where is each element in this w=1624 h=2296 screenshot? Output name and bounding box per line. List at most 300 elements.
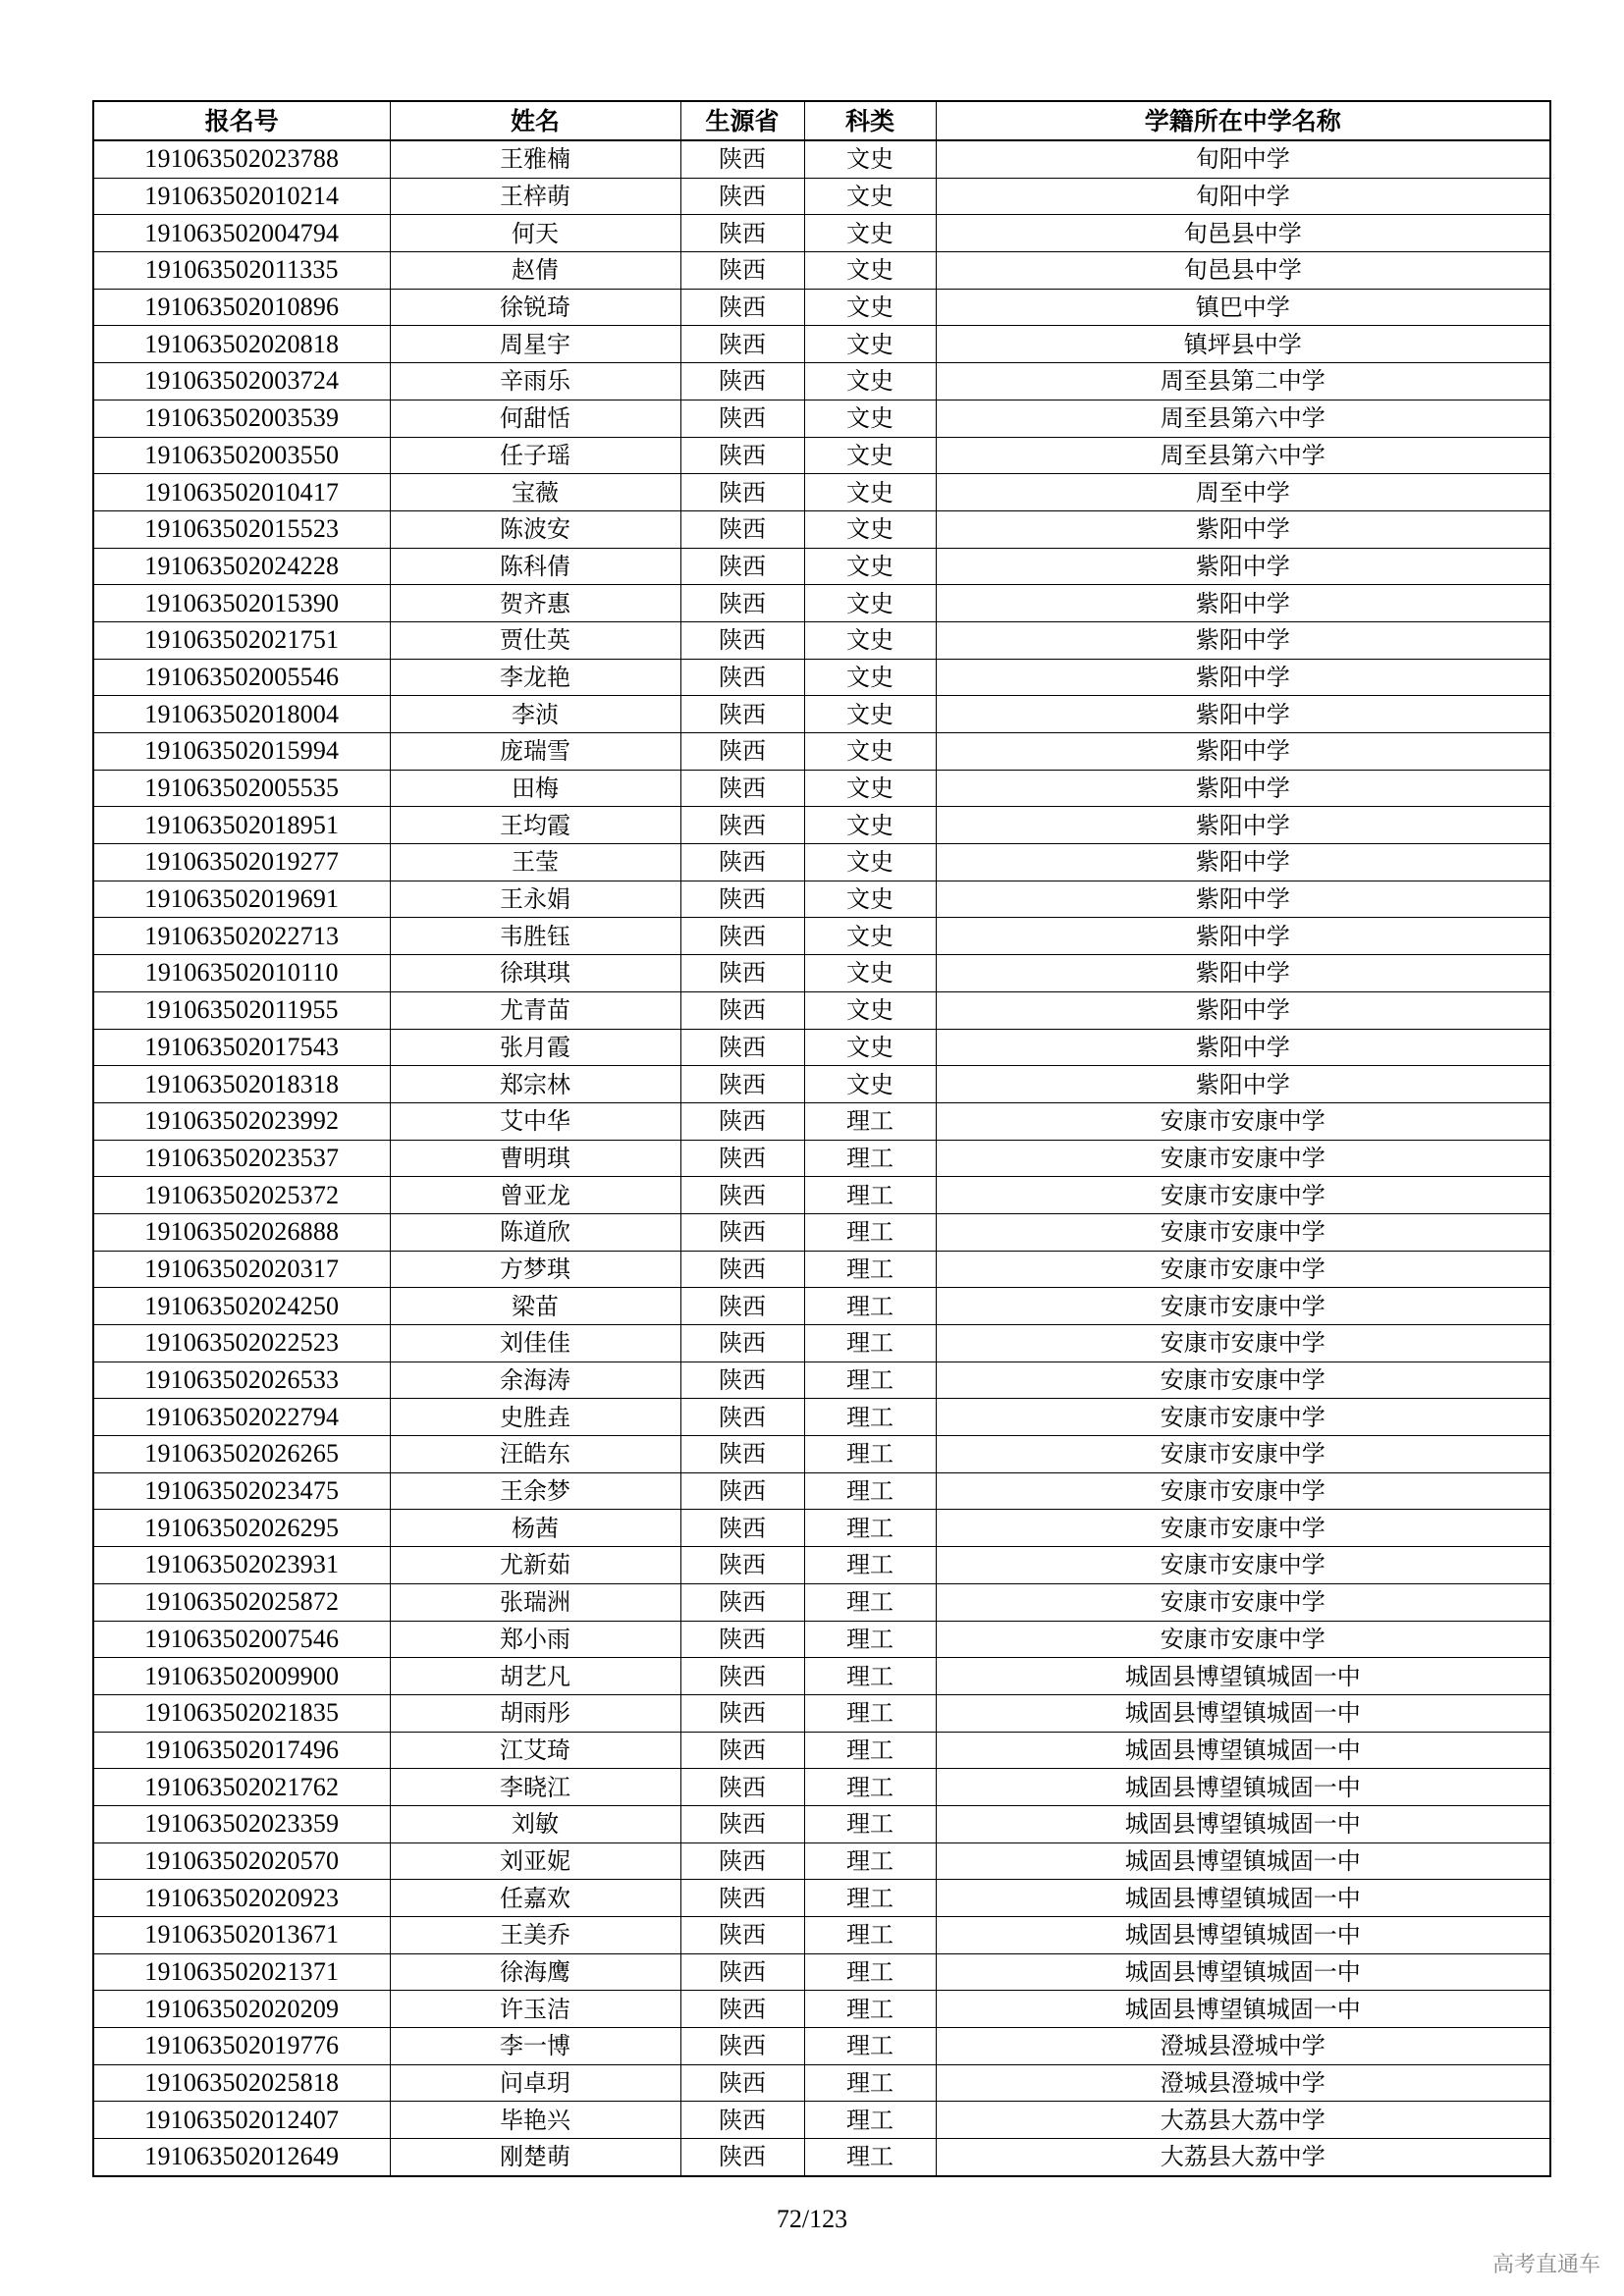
- school-cell: 安康市安康中学: [936, 1621, 1550, 1658]
- category-cell: 文史: [804, 510, 936, 548]
- name-cell: 曹明琪: [390, 1140, 680, 1177]
- category-cell: 理工: [804, 1732, 936, 1769]
- registration-number-cell: 191063502010896: [93, 289, 390, 326]
- header-name: 姓名: [390, 101, 680, 140]
- name-cell: 王莹: [390, 844, 680, 881]
- province-cell: 陕西: [680, 1213, 804, 1251]
- table-row: [93, 1732, 1550, 1769]
- category-cell: 理工: [804, 1213, 936, 1251]
- category-cell: 理工: [804, 1805, 936, 1842]
- category-cell: 文史: [804, 585, 936, 622]
- name-cell: 贾仕英: [390, 621, 680, 659]
- province-cell: 陕西: [680, 289, 804, 326]
- category-cell: 理工: [804, 1436, 936, 1473]
- table-row: [93, 510, 1550, 548]
- category-cell: 理工: [804, 1472, 936, 1510]
- category-cell: 文史: [804, 178, 936, 215]
- school-cell: 大荔县大荔中学: [936, 2102, 1550, 2139]
- registration-number-cell: 191063502023931: [93, 1547, 390, 1584]
- province-cell: 陕西: [680, 510, 804, 548]
- registration-number-cell: 191063502015390: [93, 585, 390, 622]
- category-cell: 理工: [804, 1880, 936, 1917]
- province-cell: 陕西: [680, 1621, 804, 1658]
- school-cell: 城固县博望镇城固一中: [936, 1991, 1550, 2028]
- registration-number-cell: 191063502019277: [93, 844, 390, 881]
- province-cell: 陕西: [680, 1436, 804, 1473]
- registration-number-cell: 191063502015523: [93, 510, 390, 548]
- table-row: [93, 696, 1550, 733]
- table-row: [93, 474, 1550, 511]
- category-cell: 文史: [804, 881, 936, 918]
- province-cell: 陕西: [680, 807, 804, 844]
- table-row: [93, 2102, 1550, 2139]
- category-cell: 理工: [804, 2028, 936, 2065]
- province-cell: 陕西: [680, 215, 804, 252]
- table-row: [93, 1953, 1550, 1991]
- table-row: [93, 1288, 1550, 1325]
- table-row: [93, 437, 1550, 474]
- category-cell: 理工: [804, 2064, 936, 2102]
- table-row: [93, 1880, 1550, 1917]
- province-cell: 陕西: [680, 400, 804, 437]
- registration-number-cell: 191063502024228: [93, 548, 390, 585]
- school-cell: 周至中学: [936, 474, 1550, 511]
- province-cell: 陕西: [680, 1325, 804, 1362]
- school-cell: 安康市安康中学: [936, 1177, 1550, 1214]
- name-cell: 陈波安: [390, 510, 680, 548]
- name-cell: 王均霞: [390, 807, 680, 844]
- name-cell: 贺齐惠: [390, 585, 680, 622]
- header-source-province: 生源省: [680, 101, 804, 140]
- province-cell: 陕西: [680, 621, 804, 659]
- watermark: 高考直通车: [1491, 2253, 1600, 2277]
- name-cell: 李浈: [390, 696, 680, 733]
- school-cell: 紫阳中学: [936, 510, 1550, 548]
- province-cell: 陕西: [680, 1991, 804, 2028]
- province-cell: 陕西: [680, 1177, 804, 1214]
- registration-number-cell: 191063502022523: [93, 1325, 390, 1362]
- table-row: [93, 400, 1550, 437]
- school-cell: 安康市安康中学: [936, 1510, 1550, 1547]
- registration-number-cell: 191063502025872: [93, 1583, 390, 1621]
- header-registration-number: 报名号: [93, 101, 390, 140]
- table-row: [93, 1399, 1550, 1436]
- table-row: [93, 215, 1550, 252]
- name-cell: 汪皓东: [390, 1436, 680, 1473]
- category-cell: 文史: [804, 659, 936, 696]
- category-cell: 文史: [804, 770, 936, 807]
- school-cell: 紫阳中学: [936, 881, 1550, 918]
- name-cell: 张月霞: [390, 1029, 680, 1066]
- school-cell: 紫阳中学: [936, 659, 1550, 696]
- province-cell: 陕西: [680, 363, 804, 400]
- name-cell: 陈科倩: [390, 548, 680, 585]
- table-row: [93, 1177, 1550, 1214]
- name-cell: 问卓玥: [390, 2064, 680, 2102]
- province-cell: 陕西: [680, 1362, 804, 1399]
- registration-number-cell: 191063502022713: [93, 918, 390, 955]
- table-row: [93, 1140, 1550, 1177]
- table-row: [93, 585, 1550, 622]
- province-cell: 陕西: [680, 1399, 804, 1436]
- registration-number-cell: 191063502020818: [93, 326, 390, 363]
- name-cell: 尤新茹: [390, 1547, 680, 1584]
- registration-number-cell: 191063502026295: [93, 1510, 390, 1547]
- school-cell: 安康市安康中学: [936, 1251, 1550, 1288]
- name-cell: 余海涛: [390, 1362, 680, 1399]
- registration-number-cell: 191063502026888: [93, 1213, 390, 1251]
- table-row: [93, 1991, 1550, 2028]
- school-cell: 紫阳中学: [936, 585, 1550, 622]
- province-cell: 陕西: [680, 1510, 804, 1547]
- school-cell: 安康市安康中学: [936, 1213, 1550, 1251]
- school-cell: 紫阳中学: [936, 918, 1550, 955]
- registration-number-cell: 191063502009900: [93, 1658, 390, 1695]
- school-cell: 周至县第二中学: [936, 363, 1550, 400]
- registration-number-cell: 191063502005546: [93, 659, 390, 696]
- school-cell: 紫阳中学: [936, 844, 1550, 881]
- category-cell: 理工: [804, 1991, 936, 2028]
- school-cell: 紫阳中学: [936, 807, 1550, 844]
- province-cell: 陕西: [680, 1102, 804, 1140]
- table-body: [93, 140, 1550, 2176]
- school-cell: 安康市安康中学: [936, 1472, 1550, 1510]
- school-cell: 安康市安康中学: [936, 1362, 1550, 1399]
- name-cell: 张瑞洲: [390, 1583, 680, 1621]
- province-cell: 陕西: [680, 2028, 804, 2065]
- school-cell: 旬阳中学: [936, 140, 1550, 178]
- province-cell: 陕西: [680, 548, 804, 585]
- table-row: [93, 140, 1550, 178]
- table-row: [93, 1325, 1550, 1362]
- registration-number-cell: 191063502018004: [93, 696, 390, 733]
- province-cell: 陕西: [680, 733, 804, 771]
- name-cell: 郑宗林: [390, 1066, 680, 1103]
- name-cell: 杨茜: [390, 1510, 680, 1547]
- province-cell: 陕西: [680, 1842, 804, 1880]
- registration-number-cell: 191063502021762: [93, 1769, 390, 1806]
- category-cell: 文史: [804, 140, 936, 178]
- registration-number-cell: 191063502023788: [93, 140, 390, 178]
- table-row: [93, 1842, 1550, 1880]
- registration-number-cell: 191063502010110: [93, 955, 390, 992]
- name-cell: 方梦琪: [390, 1251, 680, 1288]
- name-cell: 刘佳佳: [390, 1325, 680, 1362]
- school-cell: 紫阳中学: [936, 1066, 1550, 1103]
- registration-number-cell: 191063502011955: [93, 991, 390, 1029]
- school-cell: 澄城县澄城中学: [936, 2064, 1550, 2102]
- registration-number-cell: 191063502005535: [93, 770, 390, 807]
- registration-number-cell: 191063502012407: [93, 2102, 390, 2139]
- school-cell: 安康市安康中学: [936, 1583, 1550, 1621]
- name-cell: 宝薇: [390, 474, 680, 511]
- province-cell: 陕西: [680, 881, 804, 918]
- category-cell: 文史: [804, 326, 936, 363]
- table-row: [93, 844, 1550, 881]
- table-row: [93, 733, 1550, 771]
- category-cell: 理工: [804, 1583, 936, 1621]
- province-cell: 陕西: [680, 140, 804, 178]
- category-cell: 理工: [804, 2102, 936, 2139]
- school-cell: 旬邑县中学: [936, 215, 1550, 252]
- registration-number-cell: 191063502019691: [93, 881, 390, 918]
- province-cell: 陕西: [680, 1769, 804, 1806]
- school-cell: 紫阳中学: [936, 1029, 1550, 1066]
- registration-number-cell: 191063502012649: [93, 2139, 390, 2176]
- name-cell: 辛雨乐: [390, 363, 680, 400]
- category-cell: 理工: [804, 1102, 936, 1140]
- name-cell: 胡艺凡: [390, 1658, 680, 1695]
- registration-number-cell: 191063502017496: [93, 1732, 390, 1769]
- school-cell: 安康市安康中学: [936, 1288, 1550, 1325]
- province-cell: 陕西: [680, 178, 804, 215]
- registration-number-cell: 191063502010214: [93, 178, 390, 215]
- name-cell: 何甜恬: [390, 400, 680, 437]
- category-cell: 文史: [804, 400, 936, 437]
- school-cell: 城固县博望镇城固一中: [936, 1842, 1550, 1880]
- name-cell: 周星宇: [390, 326, 680, 363]
- province-cell: 陕西: [680, 474, 804, 511]
- school-cell: 安康市安康中学: [936, 1140, 1550, 1177]
- school-cell: 安康市安康中学: [936, 1547, 1550, 1584]
- category-cell: 文史: [804, 215, 936, 252]
- name-cell: 尤青苗: [390, 991, 680, 1029]
- name-cell: 曾亚龙: [390, 1177, 680, 1214]
- province-cell: 陕西: [680, 1658, 804, 1695]
- category-cell: 理工: [804, 1547, 936, 1584]
- table-row: [93, 326, 1550, 363]
- name-cell: 许玉洁: [390, 1991, 680, 2028]
- table-row: [93, 1213, 1550, 1251]
- category-cell: 理工: [804, 1621, 936, 1658]
- category-cell: 文史: [804, 733, 936, 771]
- registration-number-cell: 191063502025818: [93, 2064, 390, 2102]
- table-row: [93, 1472, 1550, 1510]
- province-cell: 陕西: [680, 1288, 804, 1325]
- school-cell: 安康市安康中学: [936, 1102, 1550, 1140]
- table-row: [93, 1362, 1550, 1399]
- name-cell: 王美乔: [390, 1917, 680, 1954]
- school-cell: 旬阳中学: [936, 178, 1550, 215]
- name-cell: 赵倩: [390, 252, 680, 290]
- province-cell: 陕西: [680, 326, 804, 363]
- school-cell: 城固县博望镇城固一中: [936, 1805, 1550, 1842]
- table-row: [93, 991, 1550, 1029]
- category-cell: 理工: [804, 1177, 936, 1214]
- registration-number-cell: 191063502013671: [93, 1917, 390, 1954]
- province-cell: 陕西: [680, 770, 804, 807]
- category-cell: 文史: [804, 1029, 936, 1066]
- category-cell: 理工: [804, 1399, 936, 1436]
- province-cell: 陕西: [680, 659, 804, 696]
- province-cell: 陕西: [680, 2102, 804, 2139]
- name-cell: 史胜垚: [390, 1399, 680, 1436]
- name-cell: 王雅楠: [390, 140, 680, 178]
- province-cell: 陕西: [680, 1547, 804, 1584]
- table-row: [93, 1805, 1550, 1842]
- name-cell: 陈道欣: [390, 1213, 680, 1251]
- category-cell: 文史: [804, 474, 936, 511]
- province-cell: 陕西: [680, 1029, 804, 1066]
- name-cell: 李龙艳: [390, 659, 680, 696]
- category-cell: 理工: [804, 1510, 936, 1547]
- school-cell: 紫阳中学: [936, 548, 1550, 585]
- name-cell: 毕艳兴: [390, 2102, 680, 2139]
- category-cell: 理工: [804, 1917, 936, 1954]
- registration-number-cell: 191063502003539: [93, 400, 390, 437]
- province-cell: 陕西: [680, 1066, 804, 1103]
- province-cell: 陕西: [680, 585, 804, 622]
- school-cell: 城固县博望镇城固一中: [936, 1917, 1550, 1954]
- name-cell: 胡雨彤: [390, 1694, 680, 1732]
- table-row: [93, 1251, 1550, 1288]
- province-cell: 陕西: [680, 2064, 804, 2102]
- category-cell: 理工: [804, 1769, 936, 1806]
- category-cell: 理工: [804, 1694, 936, 1732]
- name-cell: 徐琪琪: [390, 955, 680, 992]
- table-row: [93, 2064, 1550, 2102]
- name-cell: 刘敏: [390, 1805, 680, 1842]
- category-cell: 文史: [804, 621, 936, 659]
- category-cell: 文史: [804, 955, 936, 992]
- school-cell: 城固县博望镇城固一中: [936, 1880, 1550, 1917]
- school-cell: 紫阳中学: [936, 696, 1550, 733]
- name-cell: 李一博: [390, 2028, 680, 2065]
- province-cell: 陕西: [680, 1953, 804, 1991]
- category-cell: 理工: [804, 1842, 936, 1880]
- school-cell: 紫阳中学: [936, 621, 1550, 659]
- category-cell: 理工: [804, 1362, 936, 1399]
- registration-number-cell: 191063502020317: [93, 1251, 390, 1288]
- registration-number-cell: 191063502022794: [93, 1399, 390, 1436]
- school-cell: 安康市安康中学: [936, 1436, 1550, 1473]
- category-cell: 文史: [804, 252, 936, 290]
- school-cell: 周至县第六中学: [936, 400, 1550, 437]
- name-cell: 庞瑞雪: [390, 733, 680, 771]
- category-cell: 理工: [804, 1953, 936, 1991]
- registration-number-cell: 191063502020209: [93, 1991, 390, 2028]
- category-cell: 理工: [804, 1288, 936, 1325]
- category-cell: 文史: [804, 918, 936, 955]
- registration-number-cell: 191063502023475: [93, 1472, 390, 1510]
- name-cell: 刘亚妮: [390, 1842, 680, 1880]
- table-row: [93, 1769, 1550, 1806]
- table-row: [93, 363, 1550, 400]
- table-row: [93, 178, 1550, 215]
- name-cell: 徐海鹰: [390, 1953, 680, 1991]
- school-cell: 城固县博望镇城固一中: [936, 1953, 1550, 1991]
- province-cell: 陕西: [680, 1694, 804, 1732]
- table-row: [93, 289, 1550, 326]
- category-cell: 理工: [804, 1658, 936, 1695]
- table-row: [93, 1029, 1550, 1066]
- table-row: [93, 1547, 1550, 1584]
- category-cell: 理工: [804, 1251, 936, 1288]
- registration-number-cell: 191063502007546: [93, 1621, 390, 1658]
- table-row: [93, 1694, 1550, 1732]
- name-cell: 刚楚萌: [390, 2139, 680, 2176]
- registration-number-cell: 191063502018951: [93, 807, 390, 844]
- registration-number-cell: 191063502003550: [93, 437, 390, 474]
- registration-number-cell: 191063502019776: [93, 2028, 390, 2065]
- table-row: [93, 807, 1550, 844]
- school-cell: 旬邑县中学: [936, 252, 1550, 290]
- province-cell: 陕西: [680, 2139, 804, 2176]
- table-row: [93, 881, 1550, 918]
- registration-number-cell: 191063502021751: [93, 621, 390, 659]
- registration-number-cell: 191063502020570: [93, 1842, 390, 1880]
- province-cell: 陕西: [680, 991, 804, 1029]
- registration-number-cell: 191063502004794: [93, 215, 390, 252]
- province-cell: 陕西: [680, 1251, 804, 1288]
- school-cell: 镇巴中学: [936, 289, 1550, 326]
- school-cell: 城固县博望镇城固一中: [936, 1769, 1550, 1806]
- name-cell: 徐锐琦: [390, 289, 680, 326]
- category-cell: 文史: [804, 548, 936, 585]
- header-subject-category: 科类: [804, 101, 936, 140]
- school-cell: 大荔县大荔中学: [936, 2139, 1550, 2176]
- registration-number-cell: 191063502023992: [93, 1102, 390, 1140]
- school-cell: 紫阳中学: [936, 770, 1550, 807]
- table-row: [93, 1658, 1550, 1695]
- category-cell: 文史: [804, 991, 936, 1029]
- category-cell: 理工: [804, 2139, 936, 2176]
- registration-number-cell: 191063502017543: [93, 1029, 390, 1066]
- table-row: [93, 2028, 1550, 2065]
- name-cell: 王永娟: [390, 881, 680, 918]
- name-cell: 郑小雨: [390, 1621, 680, 1658]
- name-cell: 李晓江: [390, 1769, 680, 1806]
- table-row: [93, 1510, 1550, 1547]
- province-cell: 陕西: [680, 1732, 804, 1769]
- name-cell: 艾中华: [390, 1102, 680, 1140]
- registration-number-cell: 191063502011335: [93, 252, 390, 290]
- category-cell: 文史: [804, 807, 936, 844]
- province-cell: 陕西: [680, 1805, 804, 1842]
- table-row: [93, 1066, 1550, 1103]
- category-cell: 文史: [804, 1066, 936, 1103]
- registration-number-cell: 191063502020923: [93, 1880, 390, 1917]
- school-cell: 紫阳中学: [936, 955, 1550, 992]
- name-cell: 田梅: [390, 770, 680, 807]
- school-cell: 紫阳中学: [936, 991, 1550, 1029]
- province-cell: 陕西: [680, 1917, 804, 1954]
- table-row: [93, 1621, 1550, 1658]
- province-cell: 陕西: [680, 1583, 804, 1621]
- registration-number-cell: 191063502024250: [93, 1288, 390, 1325]
- school-cell: 周至县第六中学: [936, 437, 1550, 474]
- registration-number-cell: 191063502021371: [93, 1953, 390, 1991]
- table-row: [93, 1436, 1550, 1473]
- registration-number-cell: 191063502021835: [93, 1694, 390, 1732]
- table-row: [93, 548, 1550, 585]
- school-cell: 城固县博望镇城固一中: [936, 1694, 1550, 1732]
- province-cell: 陕西: [680, 955, 804, 992]
- name-cell: 韦胜钰: [390, 918, 680, 955]
- province-cell: 陕西: [680, 1880, 804, 1917]
- province-cell: 陕西: [680, 252, 804, 290]
- school-cell: 安康市安康中学: [936, 1325, 1550, 1362]
- name-cell: 何天: [390, 215, 680, 252]
- table-row: [93, 252, 1550, 290]
- school-cell: 镇坪县中学: [936, 326, 1550, 363]
- name-cell: 王梓萌: [390, 178, 680, 215]
- school-cell: 紫阳中学: [936, 733, 1550, 771]
- table-row: [93, 659, 1550, 696]
- name-cell: 任子瑶: [390, 437, 680, 474]
- school-cell: 城固县博望镇城固一中: [936, 1732, 1550, 1769]
- category-cell: 文史: [804, 696, 936, 733]
